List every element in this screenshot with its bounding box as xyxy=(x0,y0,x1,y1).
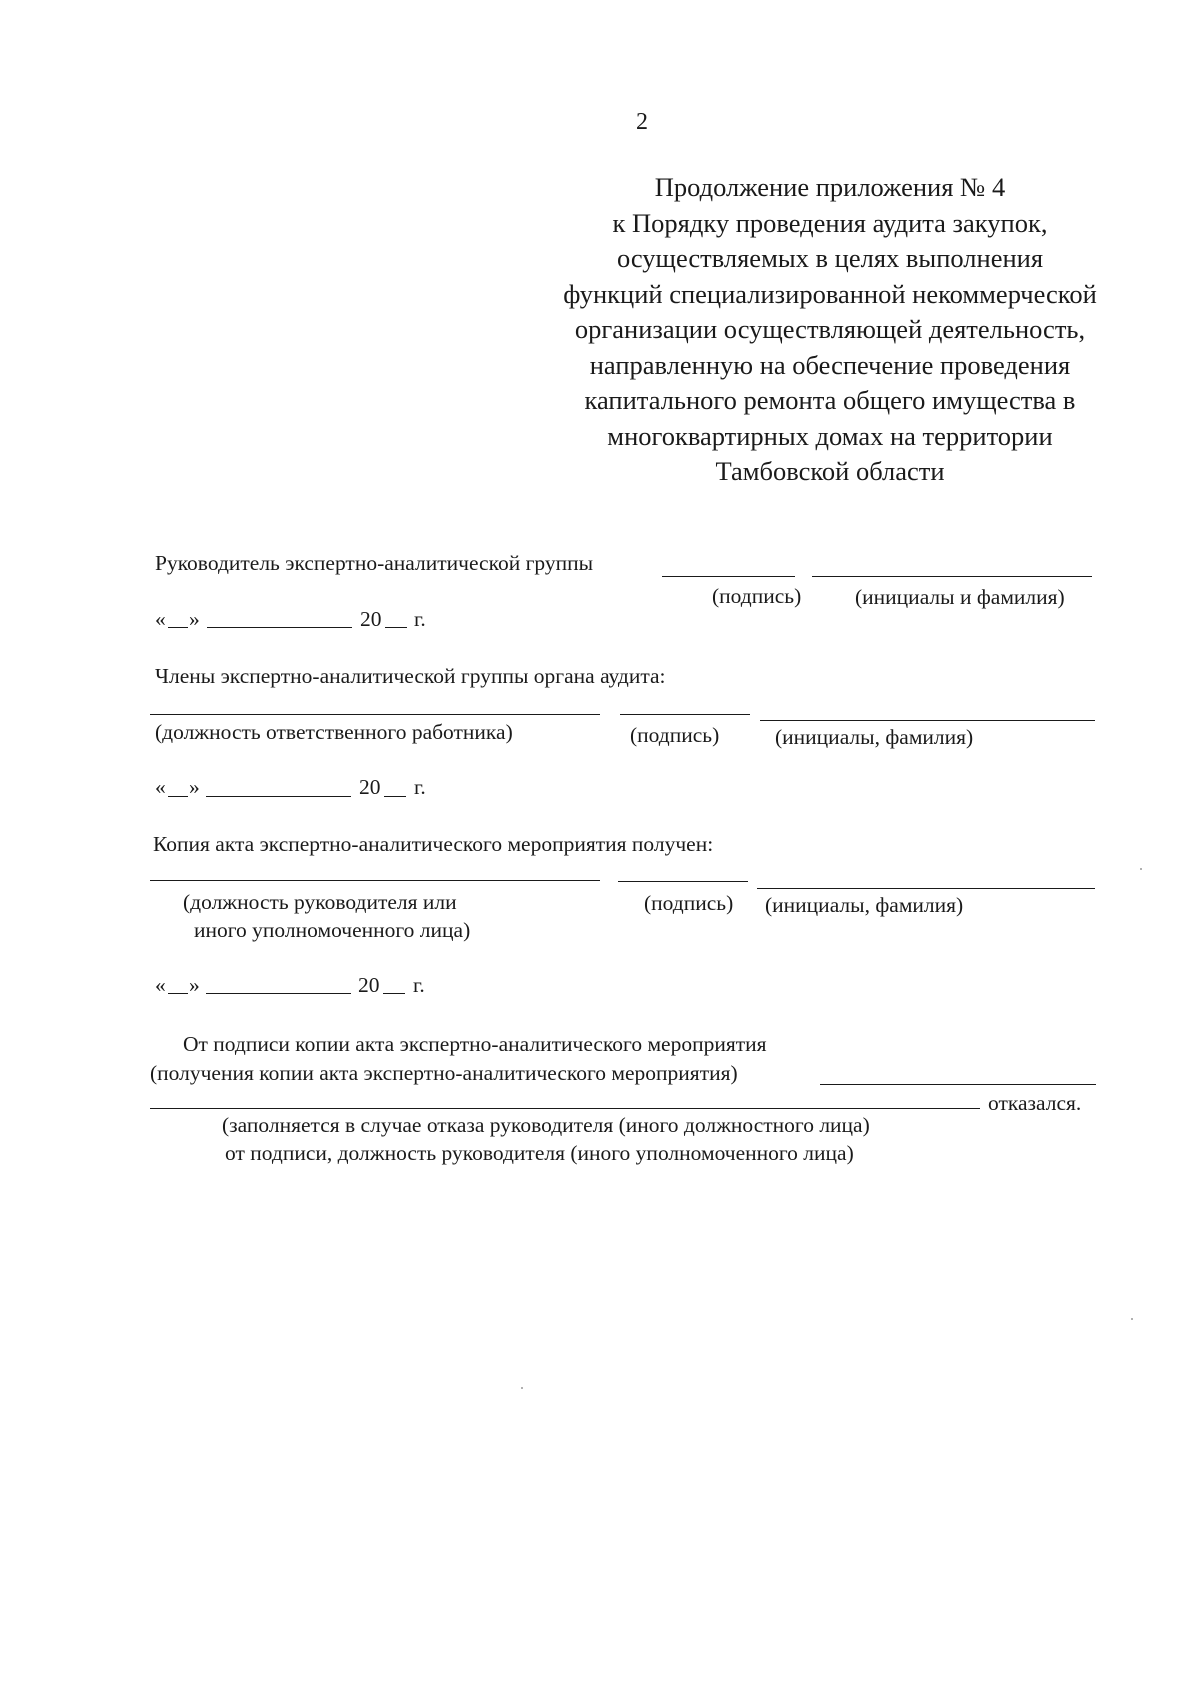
signature-line xyxy=(618,881,748,882)
date-year-prefix: 20 xyxy=(359,775,381,799)
scan-speck xyxy=(1131,1318,1133,1320)
position-caption: (должность руководителя или xyxy=(183,890,457,914)
refusal-text-line: (получения копии акта экспертно-аналитического мероприятия) xyxy=(150,1061,738,1085)
header-line: к Порядку проведения аудита закупок, xyxy=(612,207,1048,238)
page-number: 2 xyxy=(636,109,648,135)
date-close-quote: » xyxy=(189,607,200,631)
header-line: функций специализированной некоммерческой xyxy=(563,278,1097,309)
date-close-quote: » xyxy=(189,973,200,997)
name-line xyxy=(812,576,1092,577)
year-blank-line xyxy=(383,993,405,994)
signature-caption: (подпись) xyxy=(630,723,720,747)
month-blank-line xyxy=(207,627,352,628)
date-open-quote: « xyxy=(155,607,166,631)
position-caption: иного уполномоченного лица) xyxy=(194,918,471,942)
name-caption: (инициалы, фамилия) xyxy=(765,893,964,917)
header-line: Продолжение приложения № 4 xyxy=(654,172,1006,202)
position-line xyxy=(150,714,600,715)
signature-caption: (подпись) xyxy=(644,891,734,915)
refusal-note: от подписи, должность руководителя (иного уполномоченного лица) xyxy=(225,1141,854,1165)
signature-line xyxy=(662,576,795,577)
refusal-note: (заполняется в случае отказа руководителя (иного должностного лица) xyxy=(222,1113,870,1137)
month-blank-line xyxy=(206,993,351,994)
appendix-header xyxy=(545,170,1115,490)
refusal-position-line xyxy=(150,1108,980,1109)
day-blank-line xyxy=(168,627,188,628)
refusal-blank-line xyxy=(820,1084,1096,1085)
day-blank-line xyxy=(168,796,188,797)
date-open-quote: « xyxy=(155,973,166,997)
header-line: Тамбовской области xyxy=(715,456,945,486)
position-caption: (должность ответственного работника) xyxy=(155,720,513,744)
scan-speck xyxy=(1140,868,1142,870)
refusal-text-line: От подписи копии акта экспертно-аналитического мероприятия xyxy=(183,1032,767,1056)
date-close-quote: » xyxy=(189,775,200,799)
signature-caption: (подпись) xyxy=(712,584,802,608)
header-line: организации осуществляющей деятельность, xyxy=(574,314,1086,344)
position-line xyxy=(150,880,600,881)
refused-text: отказался. xyxy=(988,1091,1082,1115)
year-blank-line xyxy=(385,627,407,628)
year-blank-line xyxy=(384,796,406,797)
date-open-quote: « xyxy=(155,775,166,799)
signature-line xyxy=(620,714,750,715)
header-line: осуществляемых в целях выполнения xyxy=(616,243,1044,273)
scan-speck xyxy=(521,1387,523,1389)
name-caption: (инициалы и фамилия) xyxy=(855,585,1065,609)
day-blank-line xyxy=(168,993,188,994)
copy-received-label: Копия акта экспертно-аналитического мероприятия получен: xyxy=(153,832,714,856)
date-year-suffix: г. xyxy=(413,973,425,997)
group-members-label: Члены экспертно-аналитической группы органа аудита: xyxy=(155,664,666,688)
group-head-label: Руководитель экспертно-аналитической группы xyxy=(155,551,594,575)
date-year-suffix: г. xyxy=(414,775,426,799)
date-year-prefix: 20 xyxy=(358,973,380,997)
header-line: многоквартирных домах на территории xyxy=(607,420,1053,451)
month-blank-line xyxy=(206,796,351,797)
name-caption: (инициалы, фамилия) xyxy=(775,725,974,749)
name-line xyxy=(760,720,1095,721)
date-year-prefix: 20 xyxy=(360,607,382,631)
header-line: направленную на обеспечение проведения xyxy=(589,349,1071,380)
date-year-suffix: г. xyxy=(414,607,426,631)
header-line: капитального ремонта общего имущества в xyxy=(584,385,1076,415)
name-line xyxy=(757,888,1095,889)
